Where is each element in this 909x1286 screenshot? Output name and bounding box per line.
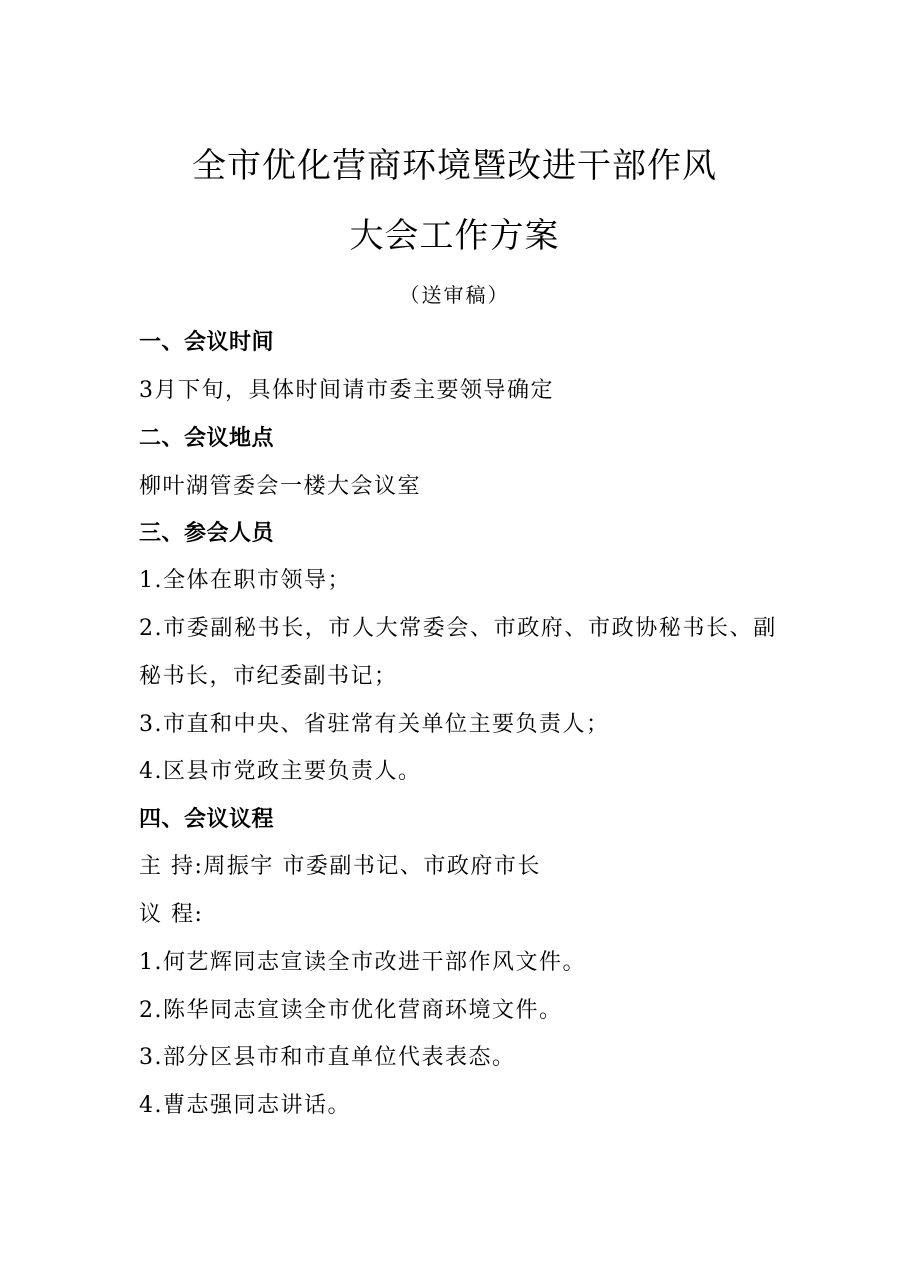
section-heading-time: 一、会议时间 [139,330,275,355]
attendee-item-4: 4.区县市党政主要负责人。 [139,759,422,784]
attendee-item-2-line-1: 2.市委副秘书长，市人大常委会、市政府、市政协秘书长、副 [139,616,777,641]
agenda-item-3: 3.部分区县市和市直单位代表表态。 [139,1045,516,1070]
attendee-item-2-line-2: 秘书长，市纪委副书记； [139,664,398,689]
attendee-item-3: 3.市直和中央、省驻常有关单位主要负责人； [139,712,610,737]
document-title-line-1: 全市优化营商环境暨改进干部作风 [192,146,717,186]
draft-status-label: （送审稿） [399,283,510,307]
meeting-place-text: 柳叶湖管委会一楼大会议室 [139,474,422,499]
meeting-time-text: 3月下旬，具体时间请市委主要领导确定 [139,378,554,403]
section-heading-place: 二、会议地点 [139,426,275,451]
section-heading-attendees: 三、参会人员 [139,521,275,546]
agenda-label: 议 程: [139,902,204,927]
document-title-line-2: 大会工作方案 [349,216,560,256]
agenda-item-4: 4.曹志强同志讲话。 [139,1093,351,1118]
agenda-item-1: 1.何艺辉同志宣读全市改进干部作风文件。 [139,950,586,975]
agenda-item-2: 2.陈华同志宣读全市优化营商环境文件。 [139,998,563,1023]
section-heading-agenda: 四、会议议程 [139,807,275,832]
meeting-host-text: 主 持:周振宇 市委副书记、市政府市长 [139,854,541,879]
attendee-item-1: 1.全体在职市领导； [139,568,351,593]
